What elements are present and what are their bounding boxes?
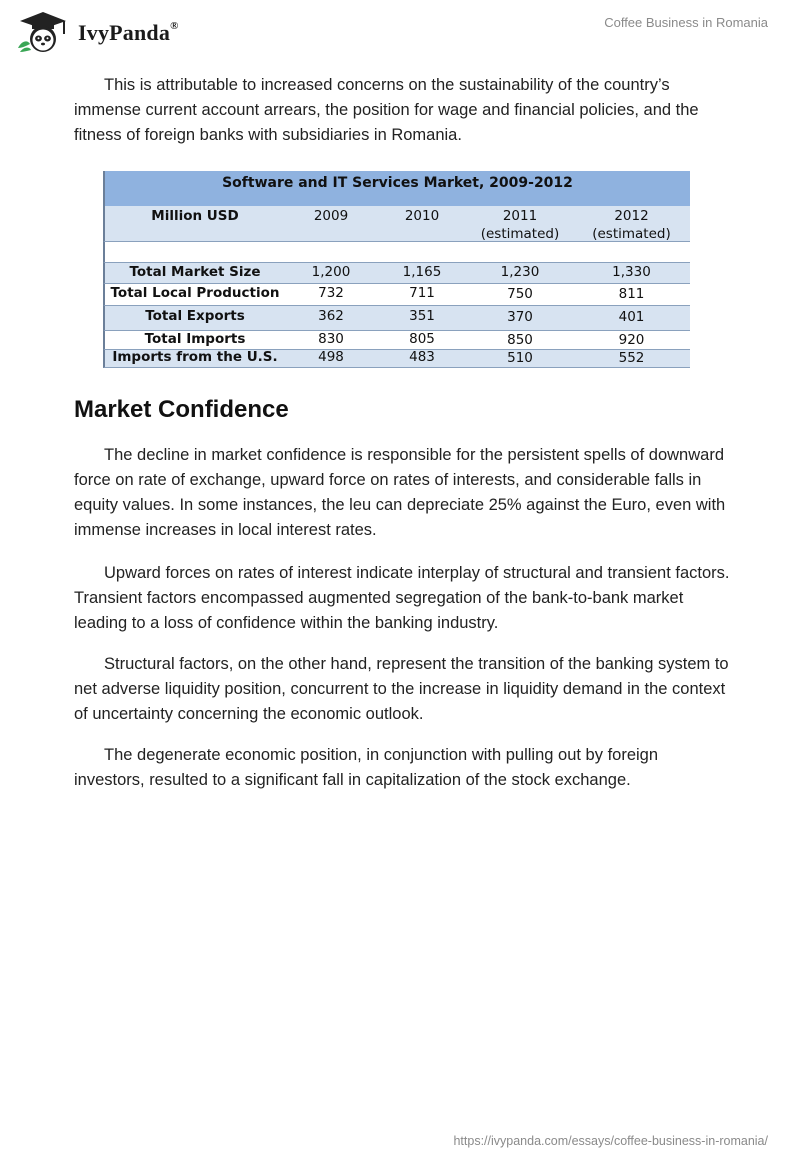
table-cell: 498 <box>318 349 344 365</box>
table-cell: 483 <box>409 349 435 365</box>
body-paragraph: Upward forces on rates of interest indicate interplay of structural and transient factors. Transient factors encompassed augmented segregation of the bank-to-bank market leading to a loss of confidence within the banking industry. <box>74 564 730 632</box>
row-label: Total Local Production <box>110 285 280 301</box>
table-cell: 920 <box>618 332 645 348</box>
column-note: (estimated) <box>592 226 671 242</box>
column-year: 2012 <box>614 208 649 224</box>
column-header <box>467 207 573 243</box>
table-row <box>103 331 690 350</box>
table-cell: 850 <box>507 332 533 348</box>
body-paragraph: The degenerate economic position, in conjunction with pulling out by foreign investors, resulted to a significant fall in capitalization of the stock exchange. <box>74 746 659 789</box>
table-cell: 805 <box>409 331 435 347</box>
table-cell: 1,165 <box>402 264 442 280</box>
source-url-link[interactable]: https://ivypanda.com/essays/coffee-business-in-romania/ <box>453 1134 768 1148</box>
page-header <box>0 0 800 60</box>
table-cell: 552 <box>618 350 645 366</box>
table-cell: 830 <box>318 331 344 347</box>
section-heading: Market Confidence <box>74 396 289 423</box>
row-label: Total Exports <box>145 308 245 324</box>
table-cell: 1,330 <box>612 264 651 280</box>
section-paragraph-1 <box>74 443 730 543</box>
table-cell: 732 <box>318 285 344 301</box>
table-row <box>103 350 690 368</box>
table-cell: 510 <box>507 350 533 366</box>
table-cell: 1,230 <box>500 264 540 280</box>
column-header: Million USD <box>151 208 239 224</box>
trademark-symbol: ® <box>170 19 179 32</box>
table-cell: 711 <box>409 285 435 301</box>
row-label: Imports from the U.S. <box>112 349 278 365</box>
row-label: Total Imports <box>144 331 246 347</box>
brand-name[interactable] <box>78 20 179 46</box>
ivypanda-logo-icon[interactable] <box>14 10 72 54</box>
column-header: 2009 <box>313 208 349 224</box>
column-header <box>573 207 690 243</box>
intro-block <box>74 73 730 148</box>
section-paragraph-2 <box>74 561 730 636</box>
table-header-row <box>103 206 690 242</box>
table-row <box>103 263 690 284</box>
column-year: 2011 <box>502 208 538 224</box>
table-cell: 811 <box>618 286 645 302</box>
table-cell: 1,200 <box>311 264 351 280</box>
table-cell: 362 <box>318 308 344 324</box>
table-cell: 351 <box>409 308 435 324</box>
section-heading-block <box>74 396 730 424</box>
table-title-row <box>103 171 690 206</box>
table-title: Software and IT Services Market, 2009-2012 <box>222 175 573 191</box>
table-cell: 750 <box>507 286 533 302</box>
section-paragraph-4 <box>74 743 730 793</box>
body-paragraph: Structural factors, on the other hand, represent the transition of the banking system to net adverse liquidity position, concurrent to the increase in liquidity demand in the context of uncertainty concerning the economic outlook. <box>74 655 729 723</box>
table-row <box>103 284 690 306</box>
brand-text: IvyPanda <box>78 20 171 45</box>
document-title: Coffee Business in Romania <box>604 15 768 30</box>
row-label: Total Market Size <box>129 264 261 280</box>
body-paragraph: The decline in market confidence is responsible for the persistent spells of downward force on rate of exchange, upward force on rates of interests, and considerable falls in equity values. In some instances, the leu can depreciate 25% against the Euro, even with immense increases in local interest rates. <box>74 446 726 539</box>
column-note: (estimated) <box>480 226 560 242</box>
column-header: 2010 <box>404 208 440 224</box>
table-cell: 370 <box>507 309 533 325</box>
table-spacer-row <box>103 242 690 263</box>
market-table <box>103 171 688 367</box>
intro-paragraph: This is attributable to increased concerns on the sustainability of the country’s immense current account arrears, the position for wage and financial policies, and the fitness of foreign banks with subsidiaries in Romania. <box>74 76 699 144</box>
section-paragraph-3 <box>74 652 730 727</box>
table-cell: 401 <box>618 309 645 325</box>
table-row <box>103 306 690 331</box>
